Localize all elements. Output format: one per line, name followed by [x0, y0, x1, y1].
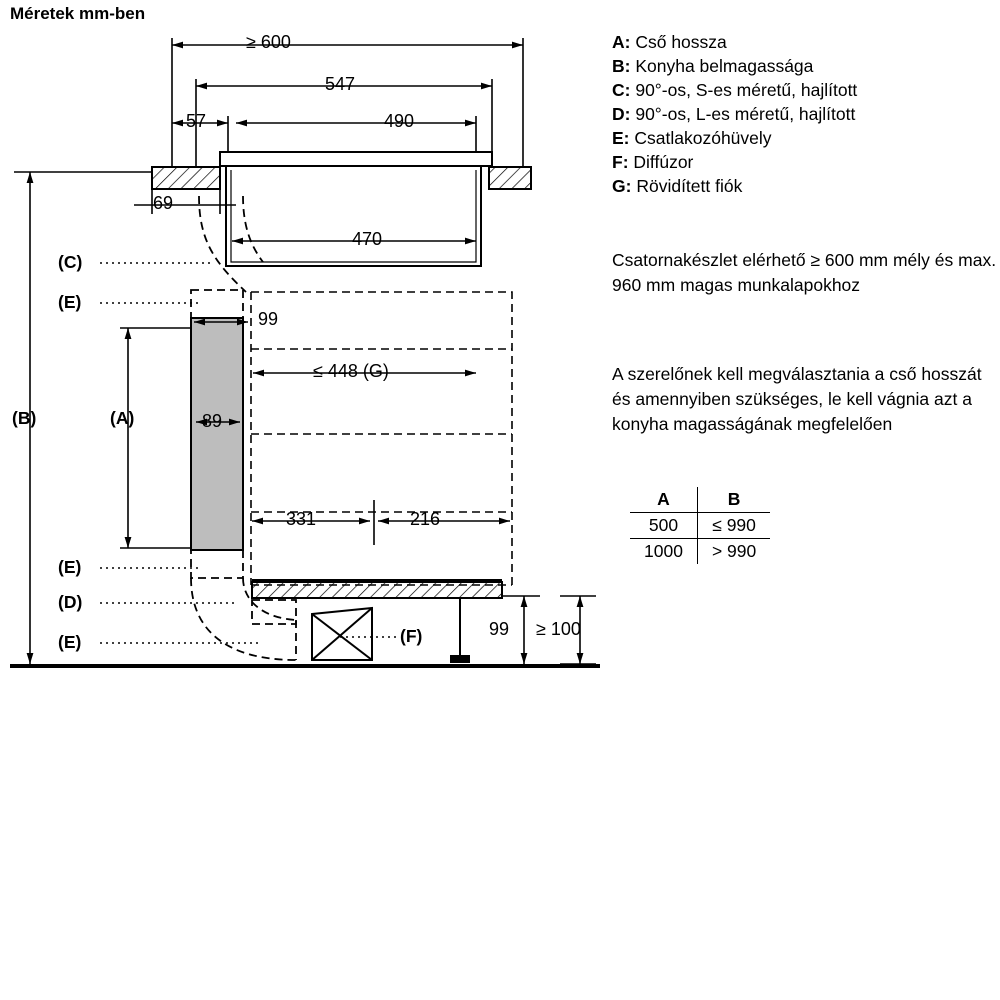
legend-item — [612, 78, 992, 102]
legend-text: Cső hossza — [635, 32, 727, 52]
callout-F: (F) — [400, 626, 423, 646]
legend-item — [612, 30, 992, 54]
worktop-slab — [152, 167, 531, 189]
base-shelf — [252, 580, 502, 598]
dim-label-600: ≥ 600 — [246, 32, 291, 52]
legend-key: F: — [612, 152, 629, 172]
dim-label-100: ≥ 100 — [536, 619, 581, 639]
legend-list — [612, 30, 992, 198]
dim-label-470: 470 — [352, 229, 383, 249]
legend-text: Diffúzor — [633, 152, 694, 172]
dim-A-height — [120, 328, 192, 548]
dim-label-547: 547 — [325, 74, 356, 94]
legend-text: Csatlakozóhüvely — [634, 128, 772, 148]
dim-600 — [172, 38, 523, 168]
callout-E-top: (E) — [58, 292, 82, 312]
dim-label-216: 216 — [410, 509, 441, 529]
legend-key: D: — [612, 104, 631, 124]
legend-item — [612, 102, 992, 126]
legend-item — [612, 150, 992, 174]
dim-label-99-bottom: 99 — [489, 619, 510, 639]
callout-C: (C) — [58, 252, 83, 272]
table-cell-b: ≤ 990 — [697, 513, 770, 539]
legend-item — [612, 174, 992, 198]
table-header-a: A — [630, 487, 697, 513]
legend-text: 90°-os, S-es méretű, hajlított — [635, 80, 858, 100]
legend-key: B: — [612, 56, 631, 76]
table-header-b: B — [697, 487, 770, 513]
legend-text: 90°-os, L-es méretű, hajlított — [635, 104, 856, 124]
callout-E-mid: (E) — [58, 557, 82, 577]
ab-table-wrapper — [630, 487, 770, 564]
dim-label-69: 69 — [153, 193, 174, 213]
dim-69 — [134, 190, 236, 214]
legend-item — [612, 54, 992, 78]
note-duct-kit: Csatornakészlet elérhető ≥ 600 mm mély és max. 960 mm magas munkalapokhoz — [612, 250, 997, 295]
table-cell-b: > 990 — [711, 541, 757, 561]
callout-B: (B) — [12, 408, 37, 428]
callout-E-bottom: (E) — [58, 632, 82, 652]
diffuser-box — [312, 608, 372, 660]
table-cell-a: 1000 — [630, 539, 697, 565]
duct-vertical — [191, 318, 243, 550]
dim-label-57: 57 — [186, 111, 207, 131]
legend-key: G: — [612, 176, 632, 196]
note-installer: A szerelőnek kell megválasztania a cső hosszát és amennyiben szükséges, le kell vágnia azt a konyha magasságának megfelelően — [612, 364, 982, 434]
dim-label-89: 89 — [202, 411, 223, 431]
table-row — [630, 513, 770, 539]
callout-D: (D) — [58, 592, 83, 612]
dim-label-490: 490 — [384, 111, 415, 131]
dim-label-331: 331 — [286, 509, 317, 529]
dim-label-448: ≤ 448 (G) — [313, 361, 389, 381]
page-title: Méretek mm-ben — [10, 4, 146, 23]
cabinet-dashed-region — [251, 292, 512, 585]
legend-key: A: — [612, 32, 631, 52]
legend-key: E: — [612, 128, 630, 148]
table-cell-a: 500 — [630, 513, 697, 539]
dim-label-99-top: 99 — [258, 309, 279, 329]
legend-key: C: — [612, 80, 631, 100]
table-header-row — [630, 487, 770, 513]
table-row — [630, 539, 770, 565]
cabinet-leg — [450, 598, 470, 663]
dim-490 — [236, 116, 476, 152]
legend-text: Konyha belmagassága — [635, 56, 814, 76]
ab-table — [630, 487, 770, 564]
callout-A: (A) — [110, 408, 135, 428]
legend-text: Rövidített fiók — [636, 176, 743, 196]
legend-item — [612, 126, 992, 150]
